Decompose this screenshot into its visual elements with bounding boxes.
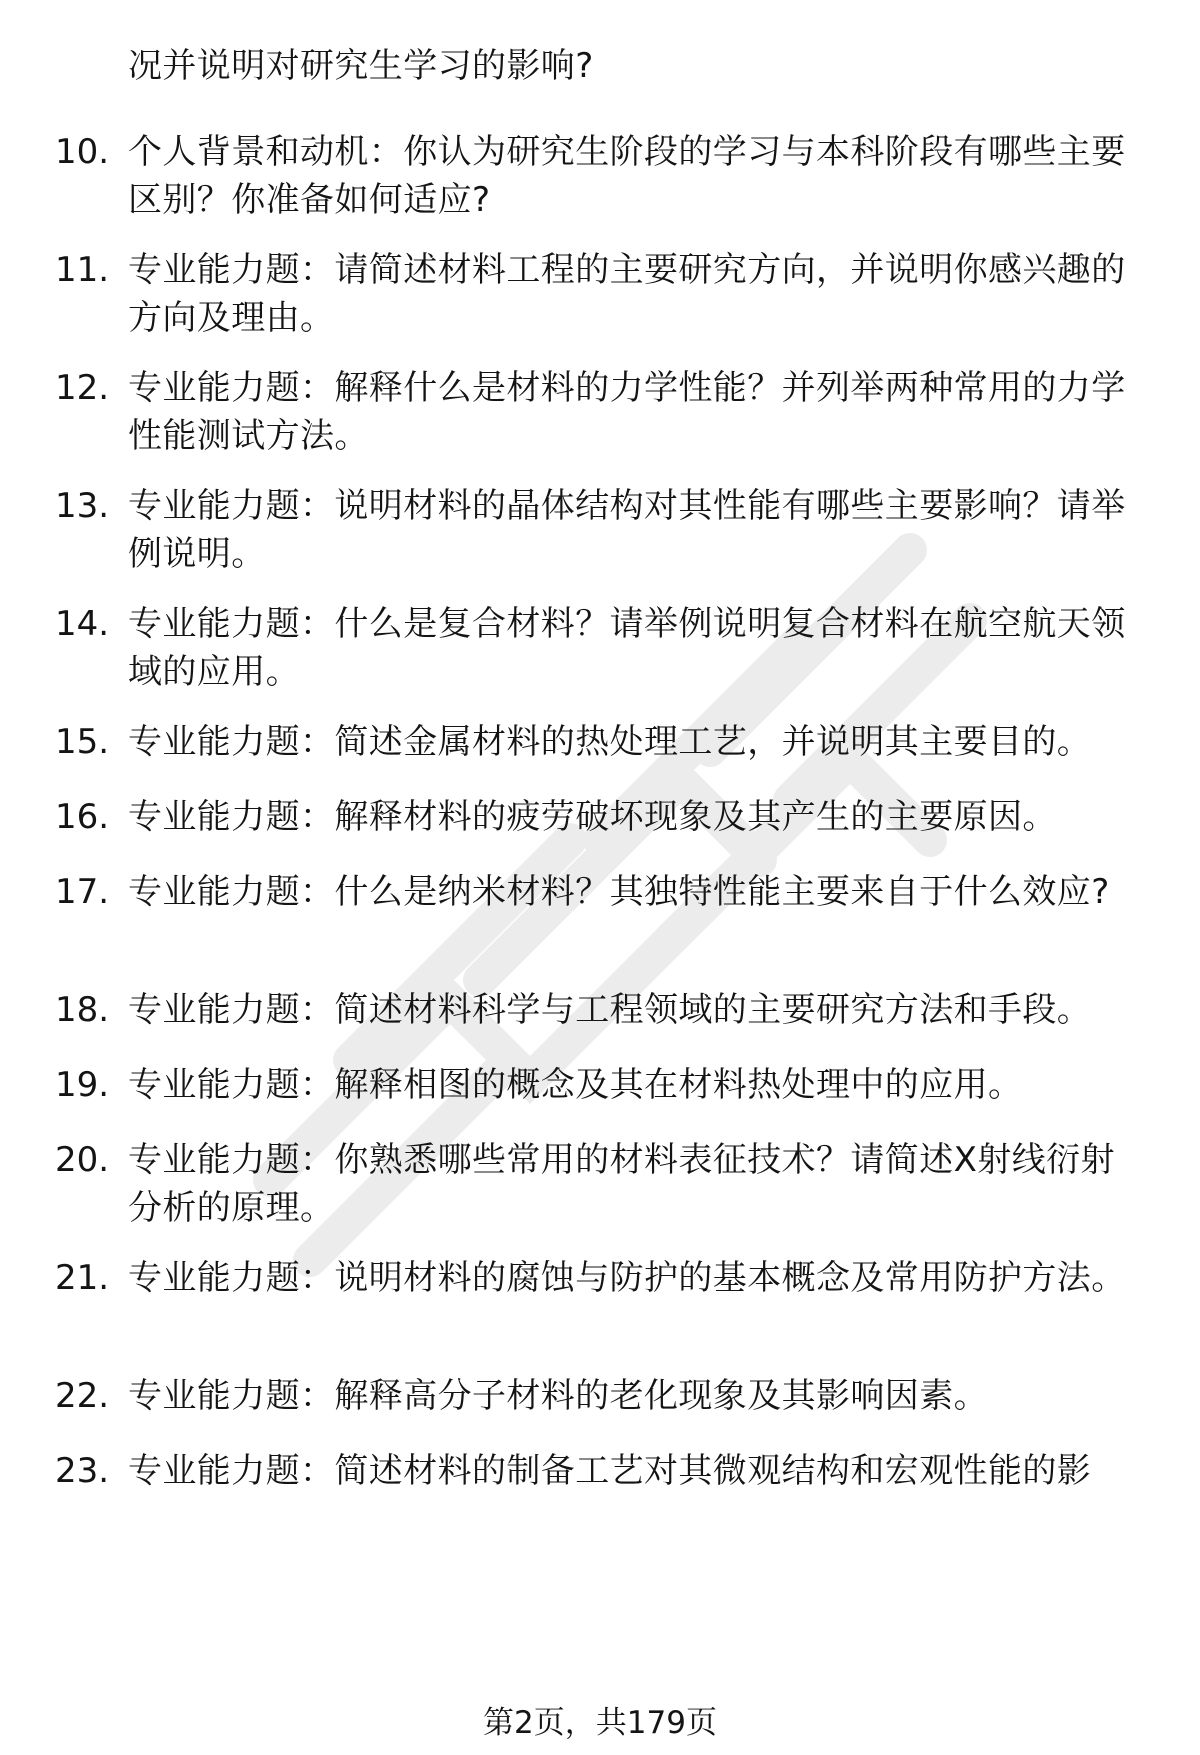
item-number: 19. [55, 1065, 110, 1105]
item-text: 专业能力题：什么是纳米材料？其独特性能主要来自于什么效应? [128, 872, 1110, 912]
page-footer: 第2页，共179页 [483, 1705, 717, 1741]
item-text: 专业能力题：解释高分子材料的老化现象及其影响因素。 [128, 1376, 988, 1416]
item-text: 个人背景和动机：你认为研究生阶段的学习与本科阶段有哪些主要区别？你准备如何适应? [128, 132, 1126, 220]
item-number: 18. [55, 990, 110, 1030]
item-text: 专业能力题：什么是复合材料？请举例说明复合材料在航空航天领域的应用。 [128, 604, 1126, 692]
item-text: 专业能力题：简述金属材料的热处理工艺，并说明其主要目的。 [128, 722, 1092, 762]
item-text: 专业能力题：解释相图的概念及其在材料热处理中的应用。 [128, 1065, 1023, 1105]
item-number: 22. [55, 1376, 110, 1416]
item-text: 专业能力题：说明材料的晶体结构对其性能有哪些主要影响？请举例说明。 [128, 486, 1126, 574]
item-text: 专业能力题：请简述材料工程的主要研究方向，并说明你感兴趣的方向及理由。 [128, 250, 1126, 338]
continued-line-text: 况并说明对研究生学习的影响? [128, 46, 594, 86]
item-number: 20. [55, 1140, 110, 1180]
item-text: 专业能力题：简述材料科学与工程领域的主要研究方法和手段。 [128, 990, 1092, 1030]
item-number: 23. [55, 1451, 110, 1491]
item-number: 16. [55, 797, 110, 837]
item-number: 14. [55, 604, 110, 644]
item-number: 12. [55, 368, 110, 408]
item-number: 17. [55, 872, 110, 912]
item-text: 专业能力题：说明材料的腐蚀与防护的基本概念及常用防护方法。 [128, 1258, 1126, 1298]
item-number: 21. [55, 1258, 110, 1298]
item-text: 专业能力题：解释什么是材料的力学性能？并列举两种常用的力学性能测试方法。 [128, 368, 1126, 456]
item-text: 专业能力题：你熟悉哪些常用的材料表征技术？请简述X射线衍射分析的原理。 [128, 1140, 1115, 1228]
item-number: 10. [55, 132, 110, 172]
item-text: 专业能力题：解释材料的疲劳破坏现象及其产生的主要原因。 [128, 797, 1057, 837]
item-number: 11. [55, 250, 110, 290]
item-text: 专业能力题：简述材料的制备工艺对其微观结构和宏观性能的影 [128, 1451, 1092, 1491]
item-number: 13. [55, 486, 110, 526]
item-number: 15. [55, 722, 110, 762]
